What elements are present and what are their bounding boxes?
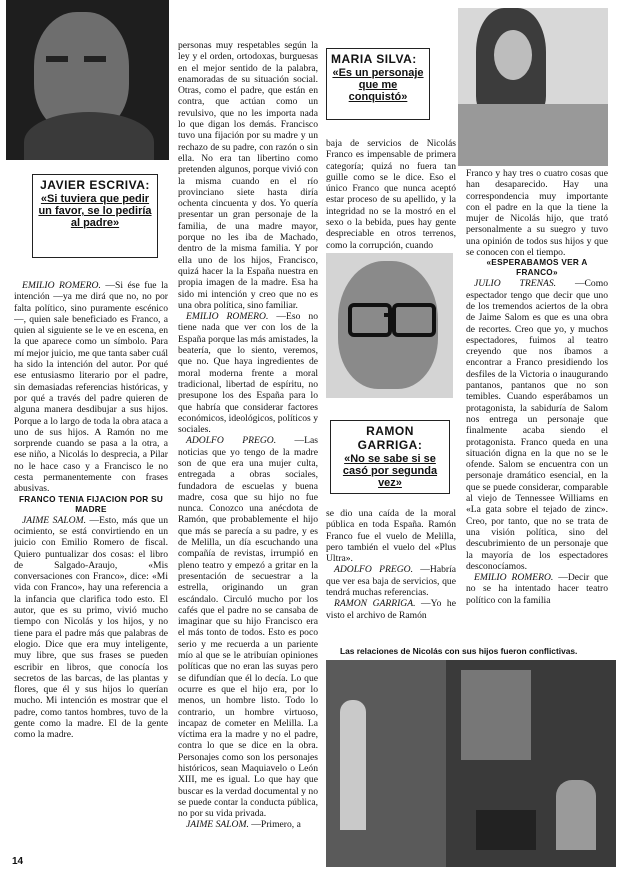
article-column-4 [466,168,608,640]
quote-box-name: RAMON GARRIGA: [357,424,423,452]
paragraph [466,168,608,258]
quote-box-name: JAVIER ESCRIVA: [40,178,150,192]
speaker-name: ADOLFO PREGO. [334,564,413,576]
paragraph [466,572,608,606]
quote-box-silva [326,48,430,120]
speaker-name: JULIO TRENAS. [474,278,557,290]
page-number: 14 [12,856,24,867]
article-column-3-bottom [326,508,456,640]
photo-portrait-silva [458,8,608,166]
article-column-1 [14,280,168,862]
article-column-3-top [326,138,456,250]
paragraph-text: se dio una caída de la moral pública en toda España. Ramón Franco fue el vuelo de Melilla, pero también el vuelo del «Plus Ultra». [326,508,456,565]
subheading: «ESPERABAMOS VER A FRANCO» [486,258,588,278]
photo-stage-scene [326,660,616,867]
paragraph-text: —Habría que ver esa baja de servicios, que tendrá muchas referencias. [326,564,456,599]
paragraph-text: —Como espectador tengo que decir que uno de los tremendos aciertos de la obra de Jaime Salom es que es una obra de recortes. Creo que yo, y muchos espectadores, fuimos al teatro creyendo que nos íbamos a encontrar a Franco presidiendo los desfiles de la Victoria o inaugurando pantanos, pantanos que no son temibles. Cuando esperábamos un protagonista, la sabiduría de Salom nos entrega un personaje que finalmente acaba siendo el protagonista. Franco queda en una situación digna en la que no se le ofende. Salom se encuentra con un personaje dramático esencial, en la que se puede considerar, comparable al viejo de Tennessee Williams en «La gata sobre el tejado de zinc». Creo, por tanto, que no se trata de una visión política, sino del descubrimiento de un personaje que la mayoría de los espectadores desconocíamos. [466,278,608,572]
paragraph [178,435,318,819]
speaker-name: ADOLFO PREGO. [186,435,277,447]
paragraph [14,515,168,741]
paragraph-text: —Las noticias que yo tengo de la madre son de que era una mujer culta, entregada a obras sociales, fundadora de escuelas y buena madre, cosa que su hijo no fue nunca. Conozco una anécdota de Ramón, que probablemente el hijo que más se parecía a su padre, y es de Melilla, un día escuchando una compañía de revistas, irrumpió en pleno teatro y empezó a gritar en la presentación de secuestrar a la estrella, originando un gran escándalo. Circuló mucho por los cafés que el padre no se cansaba de imaginar que su hijo Francisco era el más tonto de todos. Esto es poco serio y me recuerda a un pariente mío al que se le atribuían opiniones políticas que no eran las suyas pero se difundían que él lo decía. Lo que ocurre es que el hijo era, por lo menos, un hombre listo. Todo lo contrario, un hombre virtuoso, incapaz de cometer en Melilla. La víctima era la madre y no el padre, contra lo que se dice en la obra. Personajes como son los personajes históricos, sean Maquiavelo o León XIII, me es igual. Lo que hay que buscar es la verdad documental y no se puede contar la conducta pública, no por su vida privada. [178,435,318,820]
paragraph [326,598,456,621]
article-column-2 [178,40,318,860]
paragraph [178,40,318,311]
paragraph [326,508,456,564]
paragraph-text: —Esto, más que un ocimiento, se está convirtiendo en un juicio con Emilio Romero de fiscal. Quiero puntualizar dos cosas: el libro de Salgado-Araujo, «Mis conversaciones con Franco», dice: «Mi vida con Franco», hay una referencia a la infancia que clarifica todo esto. El autor, que es su primo, vivió mucho tiempo con Nicolás y los hijos, y no tiene para el padre más que palabras de elogio. Dice que era muy inteligente, muy libre, que sus frases se pueden escribir en libros, que conocía los secretos de las barcas, de las plantas y flores, que él y sus hijos lo querían mucho. Mi intención es mostrar que el padre, como tantos hombres, tuvo de la gente como la madre. El de la gente como la madre. [14,514,168,741]
photo-portrait-garriga [326,253,453,398]
paragraph-text: —Primero, a [251,819,301,831]
quote-box-text: «Es un personaje que me conquistó» [332,67,424,103]
quote-box-escriva [32,174,158,258]
paragraph-text: —Eso no tiene nada que ver con los de la España porque las más amistades, la beatería, que lo siento, veremos, que no. Que haya ingredientes de moral moderna frente a moral tradicional, libertad de espíritu, no presupone los des España para lo que habría que considerar factores económicos, ideológicos, políticos y sociales. [178,311,318,436]
speaker-name: EMILIO ROMERO. [186,311,269,323]
paragraph [14,280,168,495]
quote-box-name: MARIA SILVA: [331,52,417,66]
photo-caption: Las relaciones de Nicolás con sus hijos fueron conflictivas. [340,646,578,656]
paragraph [178,819,318,830]
quote-box-text: «No se sabe si se casó por segunda vez» [342,453,438,489]
paragraph-text: Franco y hay tres o cuatro cosas que han desaparecido. Hay una correspondencia muy importante con el padre en la que la tiene la mujer de Nicolás hijo, que trató personalmente a su suegro y tuvo una opinión de todos sus hijos y que se conocen con el tiempo. [466,168,608,259]
photo-portrait-escriva [6,0,169,160]
paragraph-text: personas muy respetables según la ley y el orden, ortodoxas, burguesas en el mejor sentido de la palabra, enamoradas de su situación social. Otras, como el padre, que están en contra, que actúan como un revulsivo, que no les importa nada lo que digan los demás. Francisco tuvo una fijación por su madre y un rechazo de su padre, con razón o sin ella. No era tan libertino como pretenden algunos, porque vivió con la misma cuando en el río provinciano siete hasta diría ochenta cincuenta y dos. Yo quería presentar un gran personaje de la familia, de una madre mayor, porque no les iba de Machado, dentro de la misma familia. Y por ella uno de los hijos, Francisco, quizá hacer la la España nuestra en propia imagen de la madre. Esa ha sido mi intención y creo que no es una obra política, sino familiar. [178,40,318,311]
quote-box-text: «Si tuviera que pedir un favor, se lo pediría al padre» [38,193,152,229]
speaker-name: JAIME SALOM. [22,514,86,526]
speaker-name: JAIME SALOM. [186,819,249,831]
subheading: FRANCO TENIA FIJACION POR SU MADRE [18,494,164,514]
paragraph-text: baja de servicios de Nicolás Franco es impensable de primera categoría; quizá no fuera tan guille como se le dice. Eso el único Franco que nunca aceptó estar proceso de su apellido, y la integridad no se la mostró en el sexo o la bebida, pues hay gente despreciable en otros terrenos, como la corrupción, cuando [326,138,456,250]
paragraph-text: —Si ése fue la intención —ya me dirá que no, no por falta político, sino puramente escénico—, quien sale beneficiado es Franco, a quien al siguiente se le ve en escena, en la que aparece como un símbolo. Para mí mejor juicio, me que tanta saber cuál ha sido la intención del autor. Por qué ese entusiasmo literario por el padre, sin demasiadas referencias históricas, y por qué a través del padre quieren de alguna manera desdibujar a sus hijos. Porque a lo largo de toda la obra ataca a uno de sus hijos. A Ramón no me sorprende cuando se pasa a la otra, a ese niño, a Nicolás lo desprecia, a Pilar no le hace caso y a Francisco le no cesta permanentemente con frases abusivas. [14,280,168,495]
speaker-name: EMILIO ROMERO. [22,280,101,291]
paragraph-text: —Yo he visto el archivo de Ramón [326,598,456,621]
quote-box-garriga [330,420,450,494]
speaker-name: EMILIO ROMERO. [474,572,554,584]
speaker-name: RAMON GARRIGA. [334,598,416,610]
paragraph [326,564,456,598]
paragraph [326,138,456,250]
paragraph [178,311,318,435]
paragraph-text: —Decir que no se ha intentado hacer teatro político con la familia [466,572,608,606]
paragraph [466,278,608,572]
